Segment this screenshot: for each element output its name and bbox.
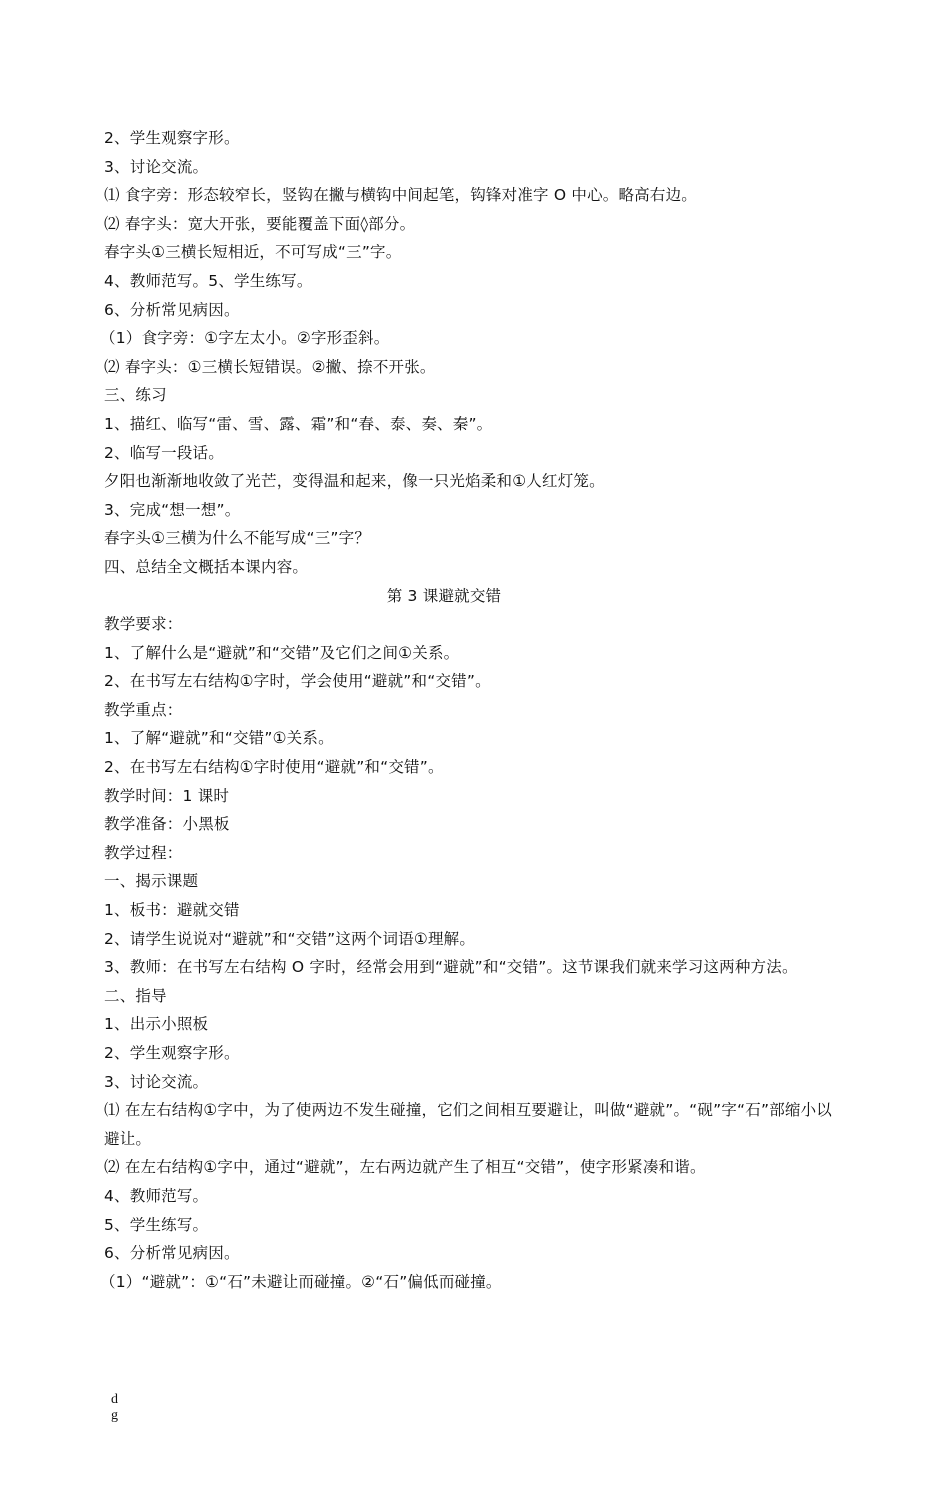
text-line: 6、分析常见病因。 [104, 300, 240, 319]
section-heading: 教学重点： [104, 700, 183, 719]
lesson-title: 第 3 课避就交错 [386, 586, 502, 605]
section-heading: 一、揭示课题 [104, 872, 199, 891]
text-line: 4、教师范写。 [104, 1186, 209, 1205]
text-line: 3、讨论交流。 [104, 1072, 209, 1091]
section-heading: 四、总结全文概括本课内容。 [104, 557, 309, 576]
text-line: （1）食字旁：①字左太小。②字形歪斜。 [100, 329, 390, 348]
text-line: 2、学生观察字形。 [104, 129, 240, 147]
text-paragraph: ⑴ 在左右结构①字中，为了使两边不发生碰撞，它们之间相互要避让，叫做“避就”。“砚”字“石”部缩小以避让。 [104, 1101, 833, 1148]
text-line: 5、学生练写。 [104, 1215, 209, 1234]
text-line: （1）“避就”：①“石”未避让而碰撞。②“石”偏低而碰撞。 [100, 1272, 502, 1291]
text-line: 2、学生观察字形。 [104, 1044, 240, 1062]
section-heading: 三、练习 [104, 386, 167, 405]
text-line: 1、出示小照板 [104, 1015, 209, 1034]
text-line: 1、了解什么是“避就”和“交错”及它们之间①关系。 [104, 643, 460, 662]
footer-line: d [111, 1392, 118, 1407]
document-body [100, 124, 844, 1296]
text-line: 春字头①三横为什么不能写成“三”字？ [104, 529, 371, 548]
text-line: 2、在书写左右结构①字时使用“避就”和“交错”。 [104, 758, 444, 777]
text-line: 春字头①三横长短相近，不可写成“三”字。 [104, 243, 402, 262]
text-line: 6、分析常见病因。 [104, 1244, 240, 1263]
section-heading: 教学要求： [104, 615, 183, 634]
text-line: 4、教师范写。5、学生练写。 [104, 271, 313, 290]
text-line: 1、板书：避就交错 [104, 901, 240, 920]
text-line: ⑵ 春字头：①三横长短错误。②撇、捺不开张。 [104, 357, 436, 376]
text-line: 3、讨论交流。 [104, 157, 209, 176]
text-line: 1、了解“避就”和“交错”①关系。 [104, 729, 334, 748]
text-line: 教学准备：小黑板 [104, 815, 230, 834]
text-line: 2、请学生说说对“避就”和“交错”这两个词语①理解。 [104, 929, 476, 948]
footer-line: g [111, 1408, 118, 1423]
text-line: 2、在书写左右结构①字时，学会使用“避就”和“交错”。 [104, 672, 491, 691]
text-line: 教学时间：1 课时 [104, 786, 230, 805]
text-line: 1、描红、临写“雷、雪、露、霜”和“春、泰、奏、秦”。 [104, 414, 493, 433]
text-line: ⑵ 春字头：宽大开张，要能覆盖下面◊部分。 [104, 214, 416, 233]
text-line: ⑴ 食字旁：形态较窄长，竖钩在撇与横钩中间起笔，钩锋对准字 O 中心。略高右边。 [104, 186, 697, 205]
text-line: ⑵ 在左右结构①字中，通过“避就”，左右两边就产生了相互“交错”，使字形紧凑和谐。 [104, 1158, 706, 1177]
text-line: 夕阳也渐渐地收敛了光芒，变得温和起来，像一只光焰柔和①人红灯笼。 [104, 472, 605, 491]
text-line: 2、临写一段话。 [104, 443, 224, 462]
section-heading: 教学过程： [104, 843, 183, 862]
page-footer [111, 1392, 118, 1424]
section-heading: 二、指导 [104, 986, 167, 1005]
text-paragraph: 3、教师：在书写左右结构 O 字时，经常会用到“避就”和“交错”。这节课我们就来学习这两种方法。 [104, 958, 798, 977]
text-line: 3、完成“想一想”。 [104, 500, 241, 519]
